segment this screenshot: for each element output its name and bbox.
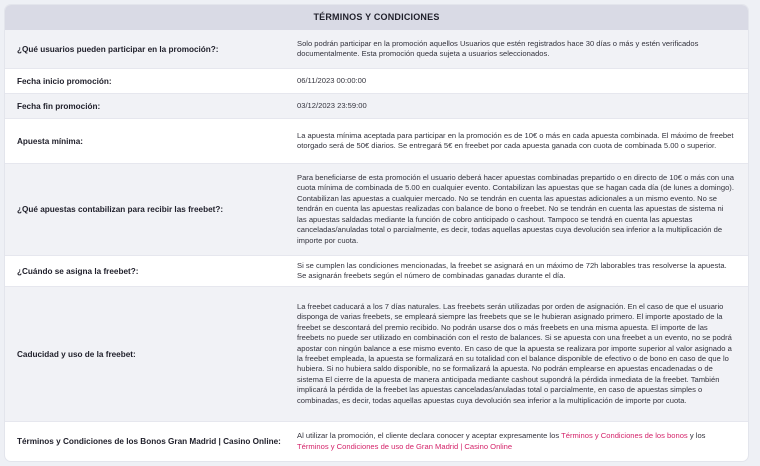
row-value: Para beneficiarse de esta promoción el usuario deberá hacer apuestas combinadas prepartido o en directo de 10€ o más con una cuota mínima de combinada de 5.00 en cualquier evento. Contabilizan las apuestas que se hagan cada día (de lunes a domingo). Contabilizan las apuestas a cualquier mercado. No se tendrán en cuenta las apuestas adicionales a un mismo evento. No se tendrán en cuenta las apuestas realizadas con balance de bono o freebet. No se tendrán en cuenta las apuestas de sistema ni las apuestas saldadas mediante la función de cobro anticipado o cashout. Tampoco se tendrá en cuenta las apuestas canceladas/anuladas total o parcialmente, es decir, todas aquellas apuestas cuya devolución sea inferior a la multiplicación de importe por cuota.	[297, 173, 734, 245]
bonus-terms-link[interactable]: Términos y Condiciones de los bonos	[561, 431, 688, 441]
table-row	[5, 422, 748, 461]
row-value: La freebet caducará a los 7 días naturales. Las freebets serán utilizadas por orden de asignación. En el caso de que el usuario disponga de varias freebets, se empleará siempre las freebets que se le hubieran asignado primero. El importe apostado de la freebet se descontará del premio recibido. No podrán usarse dos o más freebets en una misma apuesta. El importe de las freebets no puede ser utilizado en combinación con el resto de balances. Si se apuesta con una freebet a un evento, no se podrá apostar con ningún balance a ese mismo evento. En caso de que la apuesta se realizara por importe superior al valor asignado a la freebet empleada, la apuesta se formalizará en su totalidad con el balance disponible de efectivo o de bono en caso de que lo hubiera. Si no hubiera saldo disponible, no se formalizará la apuesta. No podrán emplearse en apuestas encadenadas o de sistema El cierre de la apuesta de manera anticipada mediante cashout supondrá la pérdida inmediata de la freebet. También implicará la pérdida de la freebet las apuestas canceladas/anuladas total o parcialmente, en caso de apuestas simples o combinadas, es decir, todas aquellas apuestas cuya devolución sea inferior a la multiplicación de importe por cuota.	[297, 301, 732, 405]
row-label: ¿Qué usuarios pueden participar en la promoción?:	[17, 44, 219, 54]
row-value	[297, 431, 748, 452]
row-label: ¿Cuándo se asigna la freebet?:	[17, 266, 139, 276]
row-label: Apuesta mínima:	[17, 136, 83, 146]
row-label: Caducidad y uso de la freebet:	[17, 349, 136, 359]
table-row	[5, 94, 748, 119]
table-row	[5, 119, 748, 164]
terms-header: TÉRMINOS Y CONDICIONES	[5, 5, 748, 30]
table-row	[5, 30, 748, 69]
row-value: 06/11/2023 00:00:00	[297, 75, 367, 85]
row-value-text: y los	[687, 431, 706, 441]
row-value: Solo podrán participar en la promoción aquellos Usuarios que estén registrados hace 30 días o más y estén verificados documentalmente. Esta promoción queda sujeta a usuarios seleccionados.	[297, 38, 699, 58]
table-row	[5, 69, 748, 94]
row-label: ¿Qué apuestas contabilizan para recibir las freebet?:	[17, 205, 224, 214]
row-value-text: Al utilizar la promoción, el cliente declara conocer y aceptar expresamente los	[297, 431, 562, 441]
table-row	[5, 164, 748, 256]
casino-terms-link[interactable]: Términos y Condiciones de uso de Gran Madrid | Casino Online	[297, 441, 513, 451]
table-row	[5, 256, 748, 287]
row-label: Fecha inicio promoción:	[17, 76, 112, 86]
row-value: La apuesta mínima aceptada para participar en la promoción es de 10€ o más en cada apuesta combinada. El máximo de freebet otorgado será de 50€ diarios. Se entregará 5€ en freebet por cada apuesta ganada con cuota de combinada 5.00 o superior.	[297, 130, 734, 150]
row-value: Si se cumplen las condiciones mencionadas, la freebet se asignará en un máximo de 72h laborables tras resolverse la apuesta. Se asignarán freebets según el número de combinadas ganadas durante el día.	[297, 260, 727, 280]
row-value: 03/12/2023 23:59:00	[297, 100, 367, 110]
row-label: Términos y Condiciones de los Bonos Gran Madrid | Casino Online:	[17, 437, 281, 446]
row-label: Fecha fin promoción:	[17, 101, 101, 111]
table-row	[5, 287, 748, 422]
terms-card	[5, 5, 748, 461]
